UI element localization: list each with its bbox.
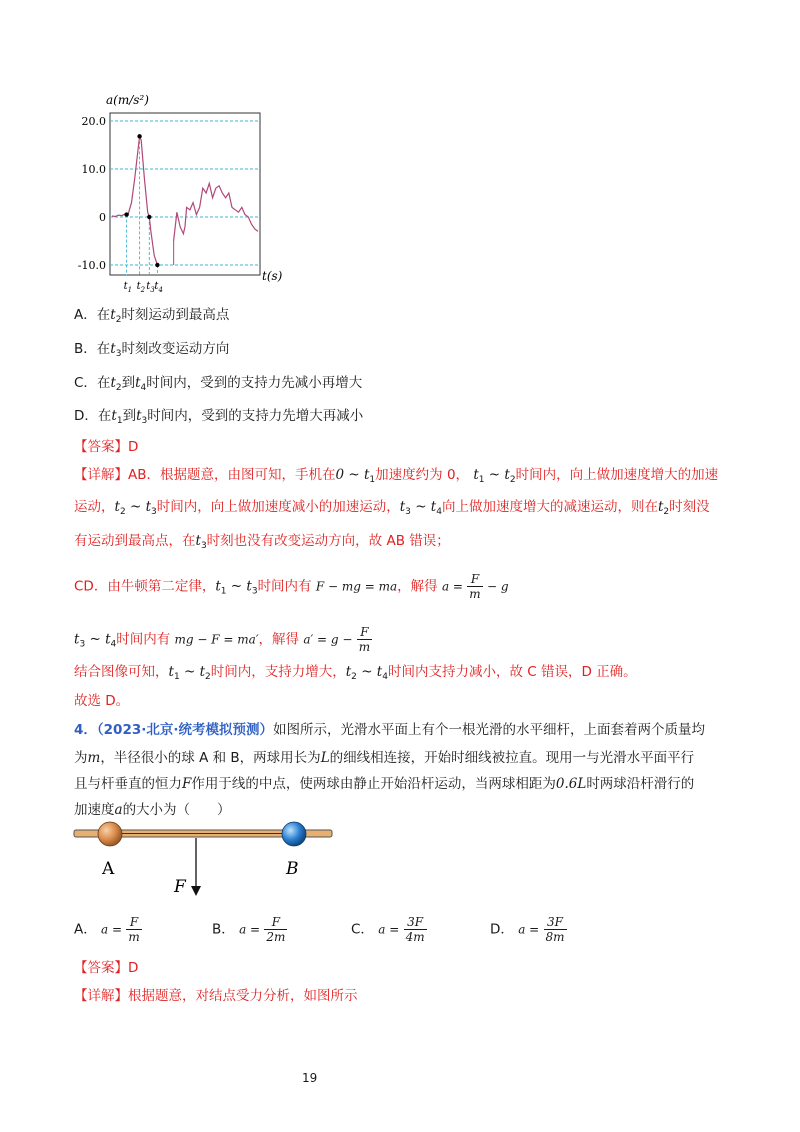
q4-option-a: A． a = $\frac{F}{m}$	[74, 915, 140, 944]
acceleration-time-chart	[60, 88, 320, 298]
q4-stem-line-2: 为m，半径很小的球 A 和 B，两球用长为L的细线相连接，开始时细线被拉直。现用一与光滑水平面平行	[74, 750, 695, 766]
q3-option-d: D．在$t_1$到$t_3$时间内，受到的支持力先增大再减小	[74, 408, 364, 426]
y-tick-label: 0	[99, 211, 106, 224]
q3-detail-line-5: $t_3$ ~ $t_4$时间内有 mg − F = ma′，解得 a′ = g − $\frac{F}{m}$	[74, 625, 371, 654]
rod-balls-figure	[70, 820, 340, 900]
x-tick-label-t2: $t_2$	[136, 281, 146, 294]
q3-detail-line-3: 有运动到最高点，在$t_3$时刻也没有改变运动方向，故 AB 错误；	[74, 533, 450, 551]
q4-option-d: D． a = $\frac{3F}{8m}$	[490, 915, 565, 944]
q3-detail-line-2: 运动，$t_2$ ~ $t_3$时间内，向上做加速度减小的加速运动，$t_3$ ~ $t_4$向上做加速度增大的减速运动，则在$t_2$时刻没	[74, 499, 710, 517]
marked-point-t3	[147, 215, 151, 219]
q3-detail-line-4: CD．由牛顿第二定律，$t_1$ ~ $t_3$时间内有 F − mg = ma，解得 a = $\frac{F}{m}$ − g	[74, 572, 509, 601]
page-number: 19	[302, 1071, 318, 1085]
ball-b	[282, 822, 306, 846]
q3-answer: 【答案】D	[74, 439, 139, 455]
marked-point-t1	[124, 212, 128, 216]
series-line	[112, 136, 258, 265]
q4-answer: 【答案】D	[74, 960, 139, 976]
y-tick-label: -10.0	[77, 259, 106, 272]
force-label: F	[174, 877, 186, 897]
y-tick-label: 20.0	[81, 115, 106, 128]
y-tick-label: 10.0	[81, 163, 106, 176]
q3-option-b: B．在$t_3$时刻改变运动方向	[74, 341, 230, 359]
force-arrowhead	[191, 886, 201, 896]
q3-option-c: C．在$t_2$到$t_4$时间内，受到的支持力先减小再增大	[74, 375, 363, 393]
q3-detail-line-7: 故选 D。	[74, 693, 130, 709]
q4-stem-line-3: 且与杆垂直的恒力F作用于线的中点，使两球由静止开始沿杆运动，当两球相距为0.6L时两球沿杆滑行的	[74, 776, 695, 792]
q4-option-c: C． a = $\frac{3F}{4m}$	[351, 915, 425, 944]
q3-option-a: A．在$t_2$时刻运动到最高点	[74, 307, 230, 325]
q4-detail: 【详解】根据题意，对结点受力分析，如图所示	[74, 988, 358, 1004]
y-axis-label: a(m/s²)	[106, 93, 149, 107]
ball-b-label: B	[286, 859, 299, 879]
marked-point-t2	[137, 134, 141, 138]
marked-point-t4	[155, 263, 159, 267]
q4-option-b: B． a = $\frac{F}{2m}$	[212, 915, 286, 944]
q3-detail-line-1: 【详解】AB．根据题意，由图可知，手机在0 ~ $t_1$加速度约为 0， $t_1$ ~ $t_2$时间内，向上做加速度增大的加速	[74, 467, 719, 485]
q4-stem-line-4: 加速度a的大小为（ ）	[74, 802, 231, 818]
q4-stem-line-1: 4．（2023·北京·统考模拟预测）如图所示，光滑水平面上有个一根光滑的水平细杆，上面套着两个质量均	[74, 722, 705, 738]
x-tick-label-t1: $t_1$	[123, 281, 133, 294]
x-axis-label: t(s)	[262, 269, 283, 283]
ball-a	[98, 822, 122, 846]
q3-detail-line-6: 结合图像可知，$t_1$ ~ $t_2$时间内，支持力增大，$t_2$ ~ $t_4$时间内支持力减小，故 C 错误，D 正确。	[74, 664, 637, 682]
x-tick-label-t3: $t_3$	[146, 281, 155, 294]
x-tick-label-t4: $t_4$	[154, 281, 163, 294]
ball-a-label: A	[102, 859, 115, 879]
